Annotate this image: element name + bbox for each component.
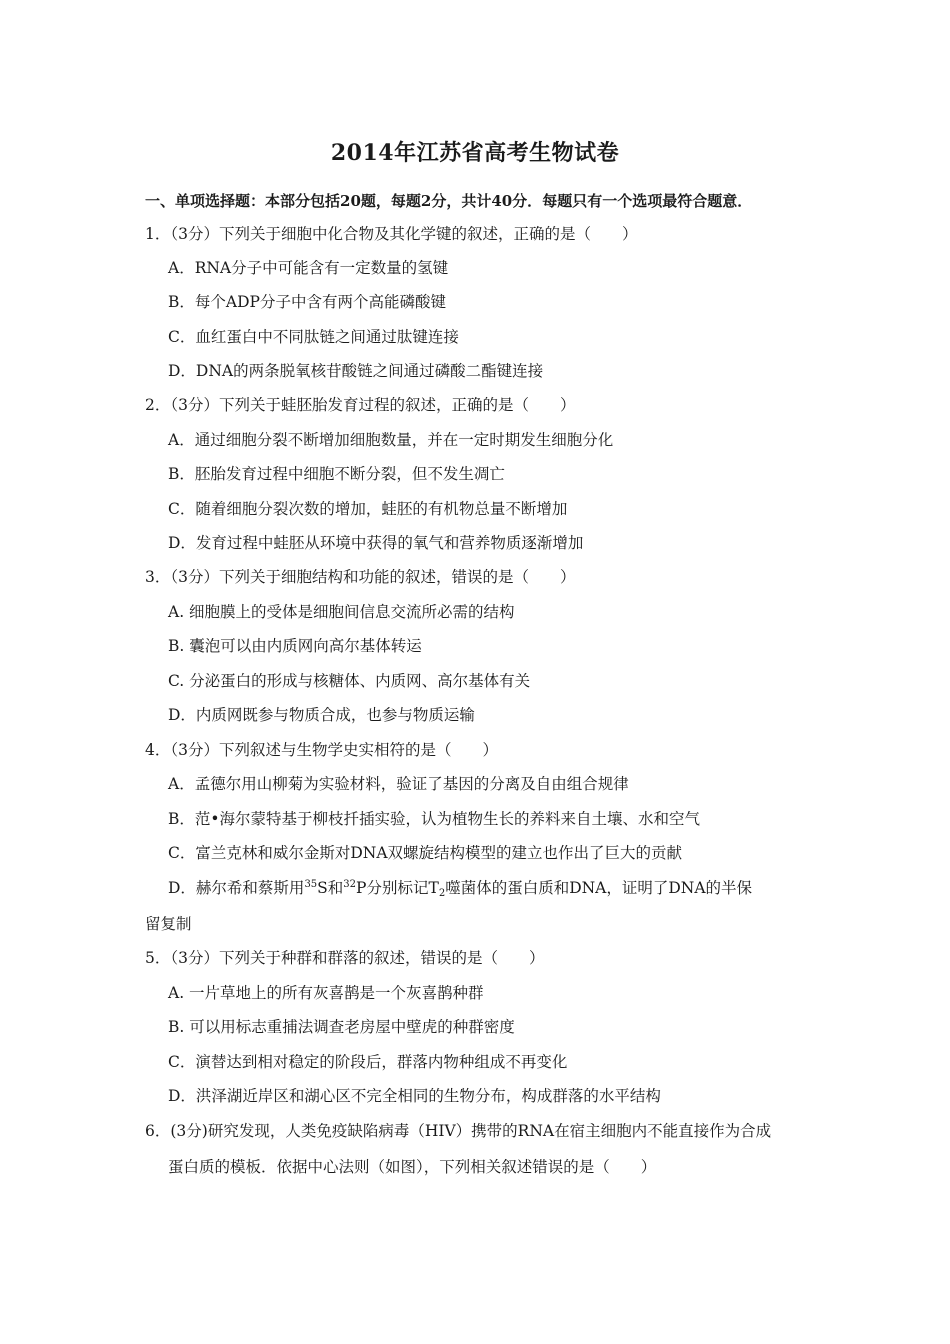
question-2-option-d: D．发育过程中蛙胚从环境中获得的氧气和营养物质逐渐增加: [168, 534, 584, 552]
question-3-option-a: A. 细胞膜上的受体是细胞间信息交流所必需的结构: [168, 603, 515, 621]
page-title: 2014年江苏省高考生物试卷: [330, 140, 620, 166]
question-5-option-c: C．演替达到相对稳定的阶段后，群落内物种组成不再变化: [168, 1053, 568, 1071]
q4-d-text-3: P分别标记T: [356, 879, 439, 897]
question-2-option-c: C．随着细胞分裂次数的增加，蛙胚的有机物总量不断增加: [168, 500, 568, 518]
question-4-option-d: [168, 878, 752, 898]
question-2-stem: 2．（3分）下列关于蛙胚胎发育过程的叙述，正确的是（ ）: [145, 396, 576, 414]
question-6-stem: 6．(3分)研究发现，人类免疫缺陷病毒（HIV）携带的RNA在宿主细胞内不能直接作为合成: [145, 1122, 772, 1140]
q4-d-sup-1: 35: [304, 879, 318, 890]
question-1-option-a: A．RNA分子中可能含有一定数量的氢键: [168, 259, 449, 277]
question-5-option-a: A. 一片草地上的所有灰喜鹊是一个灰喜鹊种群: [168, 984, 484, 1002]
question-1-option-c: C．血红蛋白中不同肽链之间通过肽键连接: [168, 328, 459, 346]
q4-d-text-1: D．赫尔希和蔡斯用: [168, 879, 305, 897]
question-4-option-b: B．范•海尔蒙特基于柳枝扦插实验，认为植物生长的养料来自土壤、水和空气: [168, 810, 701, 828]
question-4-stem: 4．（3分）下列叙述与生物学史实相符的是（ ）: [145, 741, 498, 759]
q4-d-sub: 2: [438, 888, 446, 899]
question-2-option-a: A．通过细胞分裂不断增加细胞数量，并在一定时期发生细胞分化: [168, 431, 614, 449]
q4-d-text-2: S和: [317, 879, 344, 897]
question-4-option-c: C．富兰克林和威尔金斯对DNA双螺旋结构模型的建立也作出了巨大的贡献: [168, 844, 683, 862]
question-3-option-d: D．内质网既参与物质合成，也参与物质运输: [168, 706, 475, 724]
question-5-option-d: D．洪泽湖近岸区和湖心区不完全相同的生物分布，构成群落的水平结构: [168, 1087, 661, 1105]
question-3-option-c: C. 分泌蛋白的形成与核糖体、内质网、高尔基体有关: [168, 672, 531, 690]
question-6-stem-continued: 蛋白质的模板．依据中心法则（如图），下列相关叙述错误的是（ ）: [168, 1158, 657, 1176]
question-4-option-d-continued: 留复制: [145, 915, 192, 933]
section-heading: 一、单项选择题：本部分包括20题，每题2分，共计40分．每题只有一个选项最符合题意．: [145, 192, 753, 210]
question-1-stem: 1．（3分）下列关于细胞中化合物及其化学键的叙述，正确的是（ ）: [145, 225, 638, 243]
question-1-option-b: B．每个ADP分子中含有两个高能磷酸键: [168, 293, 446, 311]
question-5-stem: 5．（3分）下列关于种群和群落的叙述，错误的是（ ）: [145, 949, 545, 967]
q4-d-sup-2: 32: [343, 879, 357, 890]
q4-d-text-4: 噬菌体的蛋白质和DNA，证明了DNA的半保: [445, 879, 753, 897]
question-3-option-b: B. 囊泡可以由内质网向高尔基体转运: [168, 637, 422, 655]
question-3-stem: 3．（3分）下列关于细胞结构和功能的叙述，错误的是（ ）: [145, 568, 576, 586]
question-5-option-b: B. 可以用标志重捕法调查老房屋中壁虎的种群密度: [168, 1018, 515, 1036]
question-1-option-d: D．DNA的两条脱氧核苷酸链之间通过磷酸二酯键连接: [168, 362, 544, 380]
question-4-option-a: A．孟德尔用山柳菊为实验材料，验证了基因的分离及自由组合规律: [168, 775, 629, 793]
question-2-option-b: B．胚胎发育过程中细胞不断分裂，但不发生凋亡: [168, 465, 505, 483]
